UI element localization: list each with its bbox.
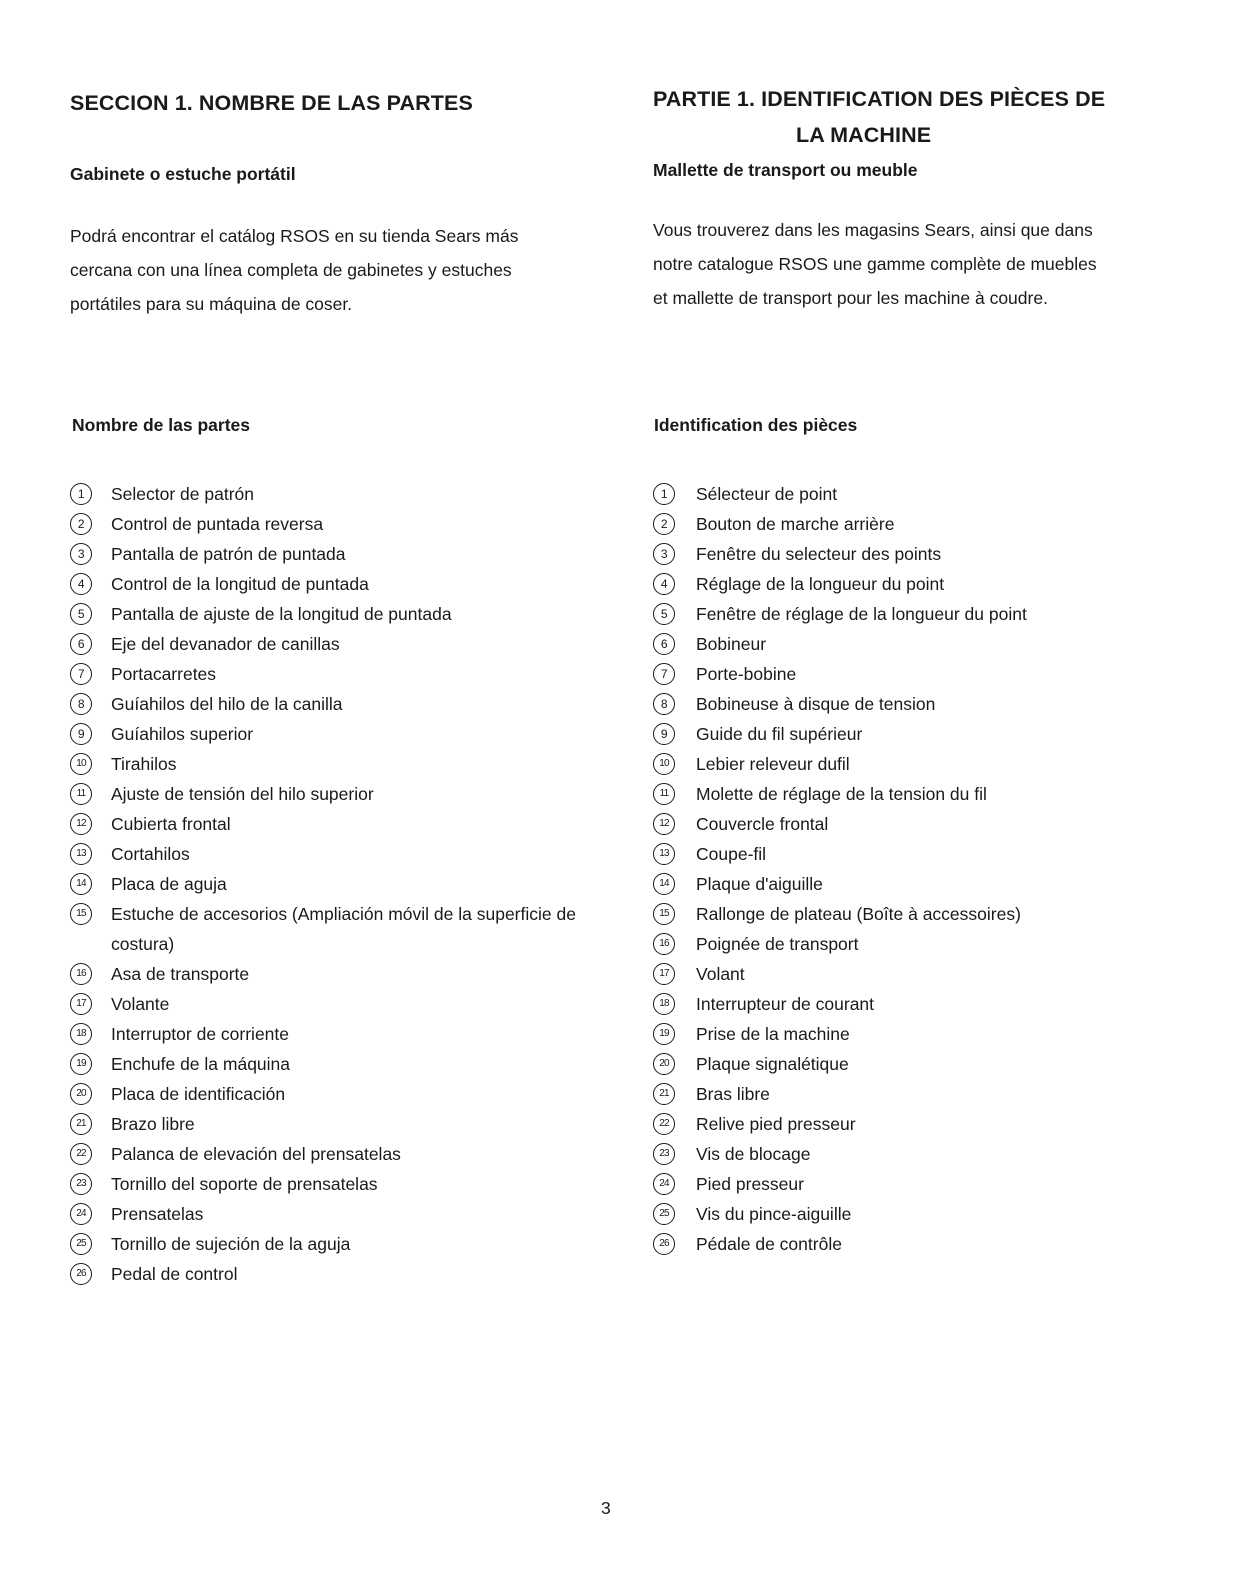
part-label: Tornillo de sujeción de la aguja [111, 1234, 351, 1254]
part-label: Interruptor de corriente [111, 1024, 290, 1044]
part-label: Relive pied presseur [696, 1114, 856, 1134]
paragraph-line: notre catalogue RSOS une gamme complète de muebles [653, 254, 1097, 274]
part-label: Pantalla de patrón de puntada [111, 544, 346, 564]
circled-number: 17 [70, 993, 92, 1015]
list-item [70, 689, 630, 719]
part-label: Eje del devanador de canillas [111, 634, 340, 654]
part-label: Plaque signalétique [696, 1054, 849, 1074]
part-label: Poignée de transport [696, 934, 859, 954]
circled-number: 16 [653, 933, 675, 955]
list-item [653, 989, 1173, 1019]
list-item [70, 1169, 630, 1199]
part-label: Placa de aguja [111, 874, 227, 894]
part-label: Plaque d'aiguille [696, 874, 823, 894]
list-item [653, 569, 1173, 599]
list-item [70, 1049, 630, 1079]
circled-number: 3 [653, 543, 675, 565]
paragraph-line: portátiles para su máquina de coser. [70, 294, 353, 314]
list-item [653, 899, 1173, 929]
part-label: Bobineuse à disque de tension [696, 694, 936, 714]
circled-number: 26 [70, 1263, 92, 1285]
circled-number: 2 [653, 513, 675, 535]
list-item [70, 809, 630, 839]
list-item [70, 899, 630, 959]
list-item [653, 1079, 1173, 1109]
cabinet-subtitle-es: Gabinete o estuche portátil [70, 164, 296, 184]
part-label: Cubierta frontal [111, 814, 231, 834]
circled-number: 22 [653, 1113, 675, 1135]
circled-number: 8 [653, 693, 675, 715]
part-label: Estuche de accesorios (Ampliación móvil de la superficie de costura) [111, 904, 576, 954]
list-item [70, 1109, 630, 1139]
list-item [653, 779, 1173, 809]
list-item [70, 539, 630, 569]
circled-number: 24 [653, 1173, 675, 1195]
list-item [70, 779, 630, 809]
cabinet-paragraph-fr [653, 213, 1173, 315]
list-item [653, 629, 1173, 659]
list-item [653, 1199, 1173, 1229]
circled-number: 25 [653, 1203, 675, 1225]
part-label: Porte-bobine [696, 664, 797, 684]
part-label: Pédale de contrôle [696, 1234, 842, 1254]
circled-number: 5 [653, 603, 675, 625]
part-label: Ajuste de tensión del hilo superior [111, 784, 374, 804]
circled-number: 7 [653, 663, 675, 685]
circled-number: 15 [70, 903, 92, 925]
list-item [653, 1109, 1173, 1139]
circled-number: 11 [653, 783, 675, 805]
list-item [70, 479, 630, 509]
part-label: Selector de patrón [111, 484, 255, 504]
list-item [653, 659, 1173, 689]
list-item [70, 599, 630, 629]
list-item [653, 1019, 1173, 1049]
circled-number: 23 [653, 1143, 675, 1165]
paragraph-line: Podrá encontrar el catálog RSOS en su tienda Sears más [70, 226, 519, 246]
part-label: Coupe-fil [696, 844, 767, 864]
part-label: Prise de la machine [696, 1024, 850, 1044]
list-item [70, 749, 630, 779]
circled-number: 19 [70, 1053, 92, 1075]
cabinet-paragraph-es [70, 219, 630, 321]
circled-number: 19 [653, 1023, 675, 1045]
list-item [653, 719, 1173, 749]
list-item [653, 839, 1173, 869]
circled-number: 6 [653, 633, 675, 655]
parts-list-es [70, 479, 630, 1289]
circled-number: 13 [70, 843, 92, 865]
list-item [653, 599, 1173, 629]
part-label: Couvercle frontal [696, 814, 829, 834]
list-item [653, 929, 1173, 959]
list-item [70, 1199, 630, 1229]
list-item [653, 1049, 1173, 1079]
circled-number: 14 [70, 873, 92, 895]
paragraph-line: et mallette de transport pour les machine à coudre. [653, 288, 1048, 308]
part-label: Vis du pince-aiguille [696, 1204, 852, 1224]
list-item [70, 839, 630, 869]
part-label: Guíahilos del hilo de la canilla [111, 694, 343, 714]
circled-number: 1 [653, 483, 675, 505]
part-label: Guide du fil supérieur [696, 724, 863, 744]
circled-number: 16 [70, 963, 92, 985]
part-label: Bras libre [696, 1084, 770, 1104]
list-item [70, 719, 630, 749]
circled-number: 25 [70, 1233, 92, 1255]
part-label: Cortahilos [111, 844, 190, 864]
circled-number: 4 [653, 573, 675, 595]
part-label: Fenêtre du selecteur des points [696, 544, 942, 564]
list-item [70, 959, 630, 989]
list-item [70, 1259, 630, 1289]
list-item [653, 1169, 1173, 1199]
circled-number: 22 [70, 1143, 92, 1165]
circled-number: 23 [70, 1173, 92, 1195]
part-label: Pedal de control [111, 1264, 238, 1284]
section-title-fr-line2: LA MACHINE [796, 123, 932, 147]
list-item [70, 509, 630, 539]
circled-number: 20 [653, 1053, 675, 1075]
part-label: Vis de blocage [696, 1144, 811, 1164]
part-label: Asa de transporte [111, 964, 250, 984]
part-label: Prensatelas [111, 1204, 204, 1224]
section-title-es: SECCION 1. NOMBRE DE LAS PARTES [70, 91, 473, 115]
page-number: 3 [601, 1498, 611, 1518]
part-label: Placa de identificación [111, 1084, 286, 1104]
circled-number: 12 [653, 813, 675, 835]
parts-list-fr [653, 479, 1173, 1259]
circled-number: 5 [70, 603, 92, 625]
part-label: Fenêtre de réglage de la longueur du point [696, 604, 1027, 624]
parts-subtitle-es: Nombre de las partes [72, 415, 250, 435]
list-item [70, 1229, 630, 1259]
circled-number: 17 [653, 963, 675, 985]
part-label: Portacarretes [111, 664, 217, 684]
circled-number: 8 [70, 693, 92, 715]
list-item [653, 1139, 1173, 1169]
circled-number: 24 [70, 1203, 92, 1225]
circled-number: 7 [70, 663, 92, 685]
circled-number: 13 [653, 843, 675, 865]
circled-number: 18 [653, 993, 675, 1015]
list-item [70, 1139, 630, 1169]
part-label: Tirahilos [111, 754, 177, 774]
list-item [653, 809, 1173, 839]
part-label: Volant [696, 964, 745, 984]
part-label: Bobineur [696, 634, 767, 654]
part-label: Rallonge de plateau (Boîte à accessoires) [696, 904, 1021, 924]
circled-number: 4 [70, 573, 92, 595]
cabinet-subtitle-fr: Mallette de transport ou meuble [653, 160, 918, 180]
part-label: Control de puntada reversa [111, 514, 324, 534]
part-label: Tornillo del soporte de prensatelas [111, 1174, 378, 1194]
part-label: Molette de réglage de la tension du fil [696, 784, 987, 804]
part-label: Palanca de elevación del prensatelas [111, 1144, 401, 1164]
list-item [653, 539, 1173, 569]
list-item [653, 749, 1173, 779]
circled-number: 26 [653, 1233, 675, 1255]
list-item [70, 569, 630, 599]
section-title-fr: PARTIE 1. IDENTIFICATION DES PIÈCES DE [653, 87, 1106, 111]
circled-number: 10 [70, 753, 92, 775]
circled-number: 11 [70, 783, 92, 805]
circled-number: 21 [70, 1113, 92, 1135]
list-item [70, 629, 630, 659]
circled-number: 10 [653, 753, 675, 775]
circled-number: 14 [653, 873, 675, 895]
list-item [70, 869, 630, 899]
part-label: Guíahilos superior [111, 724, 254, 744]
parts-subtitle-fr: Identification des pièces [654, 415, 858, 435]
circled-number: 2 [70, 513, 92, 535]
circled-number: 1 [70, 483, 92, 505]
circled-number: 21 [653, 1083, 675, 1105]
part-label: Volante [111, 994, 170, 1014]
circled-number: 3 [70, 543, 92, 565]
circled-number: 9 [70, 723, 92, 745]
list-item [70, 1079, 630, 1109]
part-label: Sélecteur de point [696, 484, 838, 504]
circled-number: 15 [653, 903, 675, 925]
part-label: Pied presseur [696, 1174, 804, 1194]
part-label: Réglage de la longueur du point [696, 574, 945, 594]
circled-number: 9 [653, 723, 675, 745]
part-label: Control de la longitud de puntada [111, 574, 369, 594]
paragraph-line: cercana con una línea completa de gabinetes y estuches [70, 260, 512, 280]
paragraph-line: Vous trouverez dans les magasins Sears, ainsi que dans [653, 220, 1093, 240]
part-label: Interrupteur de courant [696, 994, 875, 1014]
list-item [653, 479, 1173, 509]
list-item [653, 959, 1173, 989]
list-item [653, 1229, 1173, 1259]
part-label: Lebier releveur dufil [696, 754, 850, 774]
list-item [653, 869, 1173, 899]
list-item [653, 509, 1173, 539]
part-label: Bouton de marche arrière [696, 514, 895, 534]
list-item [70, 659, 630, 689]
circled-number: 12 [70, 813, 92, 835]
part-label: Enchufe de la máquina [111, 1054, 291, 1074]
list-item [653, 689, 1173, 719]
circled-number: 6 [70, 633, 92, 655]
circled-number: 18 [70, 1023, 92, 1045]
list-item [70, 989, 630, 1019]
list-item [70, 1019, 630, 1049]
circled-number: 20 [70, 1083, 92, 1105]
part-label: Pantalla de ajuste de la longitud de puntada [111, 604, 452, 624]
part-label: Brazo libre [111, 1114, 195, 1134]
